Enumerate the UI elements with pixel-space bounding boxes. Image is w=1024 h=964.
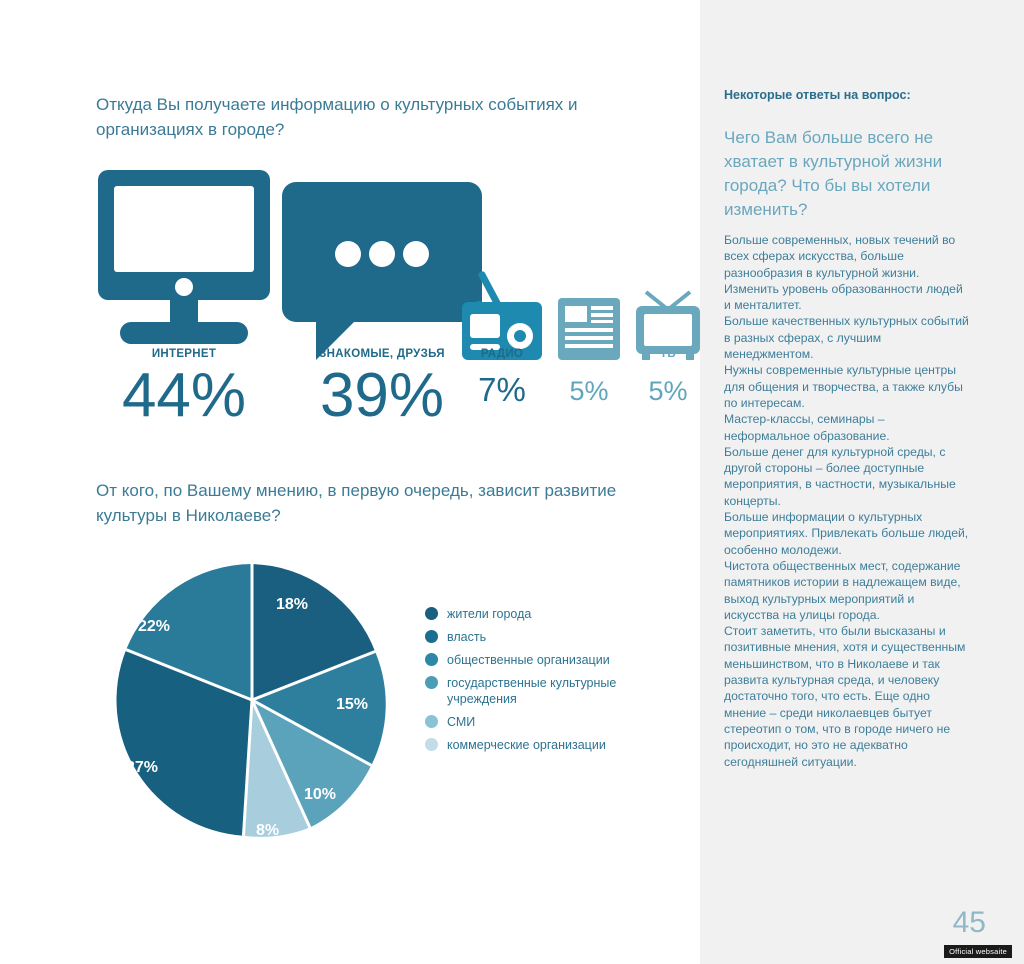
pie-label-2: 10%: [304, 786, 337, 803]
legend-label: жители города: [447, 607, 532, 621]
legend-item: [425, 652, 675, 668]
sidebar-kicker: Некоторые ответы на вопрос:: [724, 88, 911, 102]
legend-color-dot: [425, 653, 438, 666]
source-label-internet: ИНТЕРНЕТ: [151, 348, 217, 360]
legend-label: СМИ: [447, 715, 476, 729]
legend-item: [425, 629, 675, 645]
legend-color-dot: [425, 630, 438, 643]
source-icons-row: [96, 160, 696, 360]
legend-item: [425, 714, 675, 730]
sidebar: [700, 0, 1024, 964]
question-1-title: Откуда Вы получаете информацию о культурных событиях и организациях в городе?: [96, 95, 578, 139]
sidebar-answers: [724, 232, 972, 770]
answer-paragraph: Чистота общественных мест, содержание памятников истории в надлежащем виде, выход культурных мероприятий и искусства на улицы города.: [724, 558, 961, 622]
answer-paragraph: Больше денег для культурной среды, с другой стороны – более доступные мероприятия, в частности, музыкальные концерты.: [724, 444, 956, 508]
legend-label: власть: [447, 630, 487, 644]
answer-paragraph: Больше информации о культурных мероприятиях. Привлекать больше людей, особенно молодежи.: [724, 510, 969, 557]
pie-label-1: 15%: [336, 696, 369, 713]
pie-label-3: 8%: [256, 822, 280, 839]
source-percent-tv: 5%: [648, 376, 688, 406]
radio-icon: [462, 270, 542, 360]
source-label-radio: РАДИО: [480, 348, 524, 360]
pie-legend: [425, 606, 675, 760]
legend-label: коммерческие организации: [447, 738, 606, 752]
legend-label: общественные организации: [447, 653, 610, 667]
monitor-icon: [96, 170, 272, 360]
source-percent-press: 5%: [569, 376, 609, 406]
pie-label-4: 27%: [126, 759, 159, 776]
legend-color-dot: [425, 738, 438, 751]
pie-label-5: 22%: [138, 618, 171, 635]
answer-paragraph: Больше качественных культурных событий в разных сферах, с лучшим менеджментом.: [724, 314, 969, 362]
pie-chart: [108, 556, 396, 864]
page-number: 45: [952, 906, 986, 939]
pie-label-0: 18%: [276, 596, 309, 613]
source-label-press: ПРЕССА: [563, 348, 615, 360]
legend-color-dot: [425, 676, 438, 689]
question-2-title: От кого, по Вашему мнению, в первую очередь, зависит развитие культуры в Николаеве?: [96, 481, 617, 525]
official-website-badge: Official websaite: [944, 945, 1012, 958]
legend-label: государственные культурные учреждения: [447, 676, 617, 706]
sidebar-question: Чего Вам больше всего не хватает в культурной жизни города? Что бы вы хотели изменить?: [724, 128, 943, 219]
source-percent-friends: 39%: [319, 361, 445, 430]
legend-color-dot: [425, 607, 438, 620]
answer-paragraph: Мастер-классы, семинары – неформальное образование.: [724, 412, 890, 443]
legend-item: [425, 737, 675, 753]
source-percent-radio: 7%: [478, 371, 526, 408]
answer-paragraph: Больше современных, новых течений во всех сферах искусства, больше разнообразия в культурной жизни.: [724, 233, 956, 280]
answer-paragraph: Нужны современные культурные центры для общения и творчества, а также клубы по интересам.: [724, 363, 963, 410]
answer-paragraph: Изменить уровень образованности людей и менталитет.: [724, 281, 963, 313]
answer-paragraph: Стоит заметить, что были высказаны и позитивные мнения, хотя и существенным меньшинством, что в Николаеве и так развита культурная среда, и человеку достаточно того, что есть. Еще одно мнение – среди николаевцев бытует стереотип о том, что в городе ничего не происходит, но это не адекватно сегодняшней ситуации.: [724, 624, 966, 769]
legend-item: [425, 675, 675, 707]
source-percent-internet: 44%: [121, 361, 247, 430]
legend-color-dot: [425, 715, 438, 728]
legend-item: [425, 606, 675, 622]
source-label-tv: ТВ: [660, 348, 676, 360]
source-label-friends: ЗНАКОМЫЕ, ДРУЗЬЯ: [319, 348, 445, 360]
speech-bubble-icon: [282, 182, 482, 360]
source-percent-row: [96, 362, 696, 432]
